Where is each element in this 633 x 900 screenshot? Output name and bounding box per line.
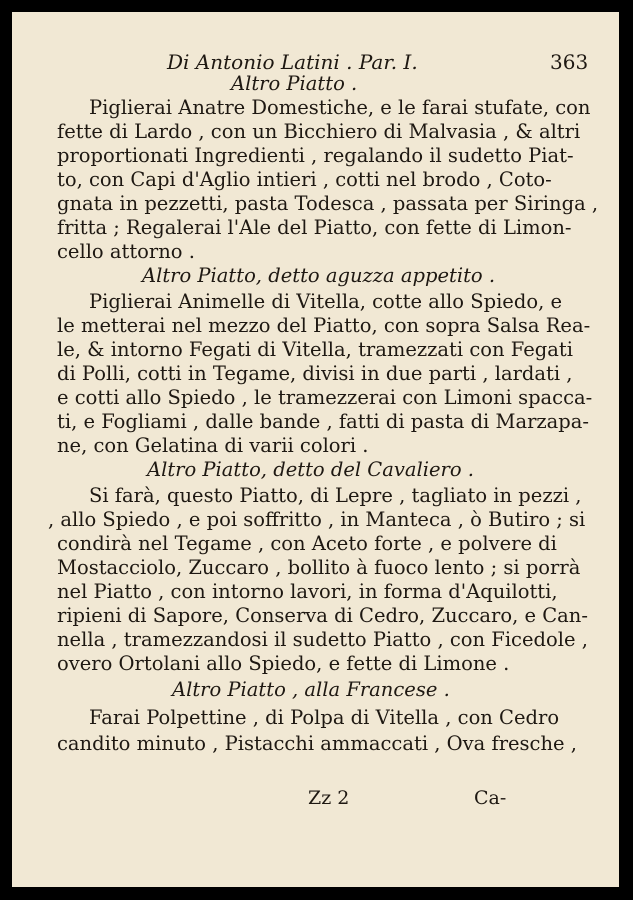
text-line: e cotti allo Spiedo , le tramezzerai con Limoni spacca- — [57, 386, 593, 409]
text-line: ti, e Fogliami , dalle bande , fatti di pasta di Marzapa- — [57, 410, 589, 433]
book-page — [12, 12, 619, 887]
text-line: nella , tramezzandosi il sudetto Piatto , con Ficedole , — [57, 628, 588, 651]
text-line: le, & intorno Fegati di Vitella, tramezzati con Fegati — [57, 338, 573, 361]
text-line: le metterai nel mezzo del Piatto, con sopra Salsa Rea- — [57, 314, 591, 337]
section-heading: Altro Piatto, detto aguzza appetito . — [142, 264, 496, 287]
running-title: Di Antonio Latini . Par. I. — [167, 50, 418, 74]
text-line: ripieni di Sapore, Conserva di Cedro, Zuccaro, e Can- — [57, 604, 588, 627]
text-line: candito minuto , Pistacchi ammaccati , Ova fresche , — [57, 732, 577, 755]
text-line: Farai Polpettine , di Polpa di Vitella , con Cedro — [89, 706, 560, 729]
section-heading: Altro Piatto , alla Francese . — [172, 678, 450, 701]
text-line: Piglierai Anatre Domestiche, e le farai stufate, con — [89, 96, 591, 119]
catchword: Ca- — [474, 787, 507, 809]
signature-mark: Zz 2 — [308, 787, 350, 809]
text-line: Piglierai Animelle di Vitella, cotte allo Spiedo, e — [89, 290, 563, 313]
text-line: overo Ortolani allo Spiedo, e fette di Limone . — [57, 652, 510, 675]
text-line: di Polli, cotti in Tegame, divisi in due parti , lardati , — [57, 362, 573, 385]
section-heading: Altro Piatto, detto del Cavaliero . — [147, 458, 474, 481]
page-number: 363 — [550, 50, 589, 74]
text-line: cello attorno . — [57, 240, 195, 263]
text-line: fritta ; Regalerai l'Ale del Piatto, con fette di Limon- — [57, 216, 572, 239]
text-line: ne, con Gelatina di varii colori . — [57, 434, 369, 457]
text-line: fette di Lardo , con un Bicchiero di Malvasia , & altri — [57, 120, 581, 143]
text-line: gnata in pezzetti, pasta Todesca , passata per Siringa , — [57, 192, 599, 215]
text-line: condirà nel Tegame , con Aceto forte , e polvere di — [57, 532, 557, 555]
text-line: Mostacciolo, Zuccaro , bollito à fuoco lento ; si porrà — [57, 556, 581, 579]
text-line: , allo Spiedo , e poi soffritto , in Manteca , ò Butiro ; si — [48, 508, 586, 531]
text-line: Si farà, questo Piatto, di Lepre , tagliato in pezzi , — [89, 484, 582, 507]
text-line: nel Piatto , con intorno lavori, in forma d'Aquilotti, — [57, 580, 558, 603]
text-line: proportionati Ingredienti , regalando il sudetto Piat- — [57, 144, 574, 167]
section-heading: Altro Piatto . — [231, 72, 358, 95]
text-line: to, con Capi d'Aglio intieri , cotti nel brodo , Coto- — [57, 168, 552, 191]
